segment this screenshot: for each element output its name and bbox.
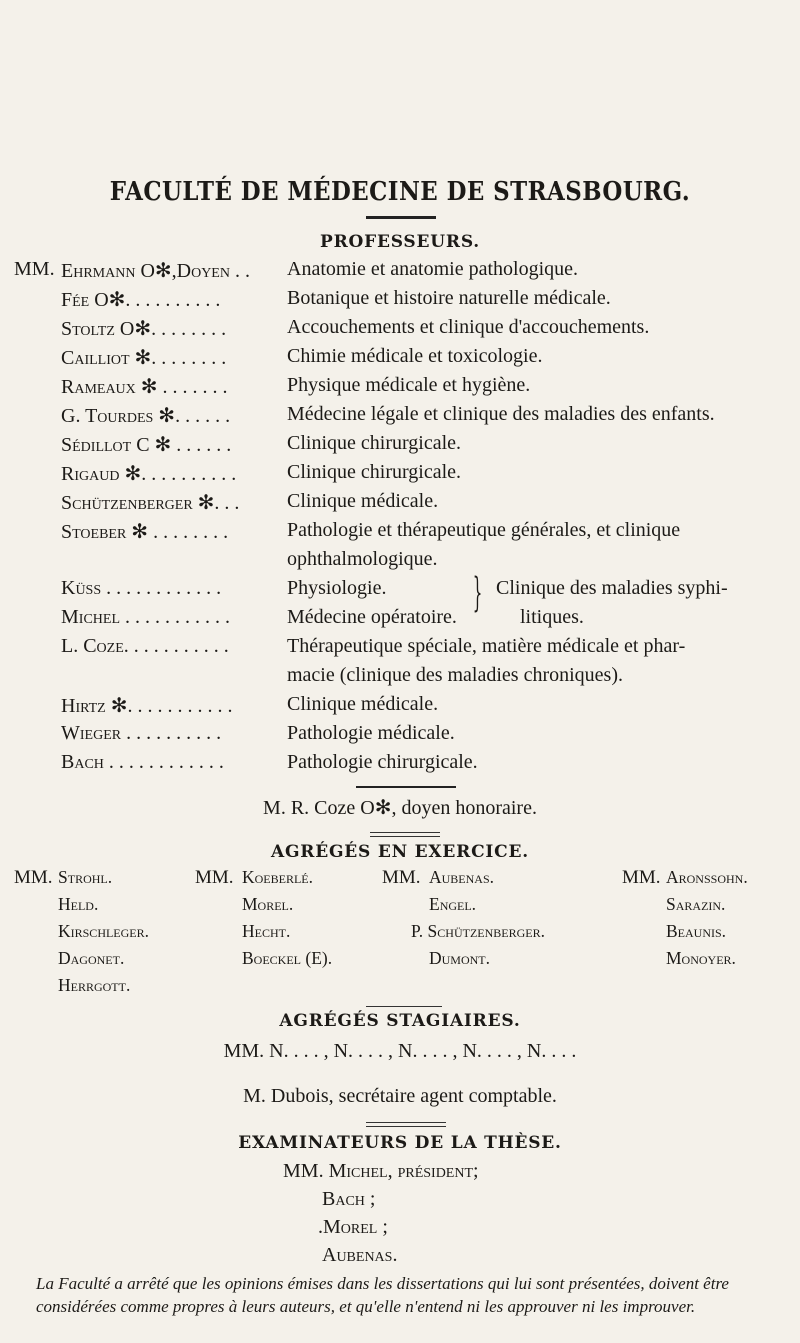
examiner-line: .Morel ; xyxy=(318,1216,388,1238)
professors-mm-label: MM. xyxy=(14,258,55,280)
examiner-line: Aubenas. xyxy=(322,1244,398,1266)
agrege-name: Beaunis. xyxy=(666,921,727,941)
professor-name: Cailliot ✻. . . . . . . . xyxy=(61,347,227,369)
agreges-mm-label: MM. xyxy=(622,867,661,888)
agrege-name: Kirschleger. xyxy=(58,921,150,941)
professor-name: Schützenberger ✻. . . xyxy=(61,492,240,514)
agrege-name: Koeberlé. xyxy=(242,867,314,887)
professor-subject: Thérapeutique spéciale, matière médicale et phar- xyxy=(287,635,686,657)
title-divider xyxy=(366,216,436,219)
agrege-name: Sarazin. xyxy=(666,894,726,914)
professor-name: Michel . . . . . . . . . . . xyxy=(61,606,230,628)
divider xyxy=(356,786,456,788)
divider xyxy=(370,832,440,833)
professor-name: Bach . . . . . . . . . . . . xyxy=(61,751,224,773)
agrege-name: Aronssohn. xyxy=(666,867,748,887)
professor-subject: Clinique chirurgicale. xyxy=(287,432,462,454)
professor-name: Stoltz O✻. . . . . . . . xyxy=(61,318,227,340)
agreges-mm-label: MM. xyxy=(195,867,234,888)
agrege-name: P. Schützenberger. xyxy=(411,921,545,941)
shared-subject-line2: litiques. xyxy=(520,606,584,628)
professor-name: Ehrmann O✻,Doyen . . xyxy=(61,260,250,282)
divider xyxy=(366,1006,442,1007)
agrege-name: Monoyer. xyxy=(666,948,736,968)
divider xyxy=(370,836,440,837)
professor-name: Rameaux ✻ . . . . . . . xyxy=(61,376,228,398)
professor-name: Rigaud ✻. . . . . . . . . . xyxy=(61,463,237,485)
professor-name: Sédillot C ✻ . . . . . . xyxy=(61,434,232,456)
agrege-name: Boeckel (E). xyxy=(242,948,333,968)
professor-subject: Anatomie et anatomie pathologique. xyxy=(287,258,579,280)
professor-subject: Chimie médicale et toxicologie. xyxy=(287,345,543,367)
stagiaires-line: MM. N. . . . , N. . . . , N. . . . , N. . . . , N. . . . xyxy=(223,1040,577,1062)
agrege-name: Aubenas. xyxy=(429,867,495,887)
professor-subject: Médecine opératoire. xyxy=(287,606,457,628)
agreges-heading: AGRÉGÉS EN EXERCICE. xyxy=(270,842,529,862)
agrege-name: Herrgott. xyxy=(58,975,131,995)
professor-subject: Pathologie chirurgicale. xyxy=(287,751,478,773)
professor-subject: Clinique chirurgicale. xyxy=(287,461,462,483)
professor-name: Wieger . . . . . . . . . . xyxy=(61,722,222,744)
professor-subject: Physiologie. xyxy=(287,577,387,599)
professor-subject: Botanique et histoire naturelle médicale. xyxy=(287,287,611,309)
agrege-name: Hecht. xyxy=(242,921,291,941)
divider xyxy=(366,1126,446,1127)
professor-name: Stoeber ✻ . . . . . . . . xyxy=(61,521,229,543)
professor-subject: Pathologie et thérapeutique générales, et clinique xyxy=(287,519,681,541)
professor-subject: Clinique médicale. xyxy=(287,490,439,512)
agreges-mm-label: MM. xyxy=(14,867,53,888)
examiners-heading: EXAMINATEURS DE LA THÈSE. xyxy=(238,1133,562,1153)
agrege-name: Held. xyxy=(58,894,99,914)
examiner-line: MM. Michel, président; xyxy=(283,1160,479,1182)
professor-subject: Clinique médicale. xyxy=(287,693,439,715)
brace-symbol: } xyxy=(472,569,483,617)
honorary-dean: M. R. Coze O✻, doyen honoraire. xyxy=(263,797,537,819)
professor-name: L. Coze. . . . . . . . . . . xyxy=(61,635,229,657)
professor-subject: Pathologie médicale. xyxy=(287,722,455,744)
secretary-line: M. Dubois, secrétaire agent comptable. xyxy=(243,1085,557,1107)
agrege-name: Strohl. xyxy=(58,867,113,887)
stagiaires-heading: AGRÉGÉS STAGIAIRES. xyxy=(279,1011,521,1031)
professor-subject: Physique médicale et hygiène. xyxy=(287,374,531,396)
shared-subject-line1: Clinique des maladies syphi- xyxy=(496,577,728,599)
professor-subject: macie (clinique des maladies chroniques). xyxy=(287,664,623,686)
professor-name: G. Tourdes ✻. . . . . . xyxy=(61,405,231,427)
agrege-name: Dagonet. xyxy=(58,948,125,968)
professor-name: Fée O✻. . . . . . . . . . xyxy=(61,289,221,311)
professor-name: Küss . . . . . . . . . . . . xyxy=(61,577,222,599)
faculty-title: FACULTÉ DE MÉDECINE DE STRASBOURG. xyxy=(109,177,691,207)
professor-subject: Médecine légale et clinique des maladies des enfants. xyxy=(287,403,715,425)
agrege-name: Morel. xyxy=(242,894,294,914)
divider xyxy=(366,1122,446,1123)
faculty-disclaimer: La Faculté a arrêté que les opinions émises dans les dissertations qui lui sont présentées, doivent être considérées comme propres à leurs auteurs, et qu'elle n'entend ni les approuver ni les improuver. xyxy=(36,1274,729,1316)
professor-subject: Accouchements et clinique d'accouchements. xyxy=(287,316,650,338)
examiner-line: Bach ; xyxy=(322,1188,376,1210)
agreges-mm-label: MM. xyxy=(382,867,421,888)
agrege-name: Engel. xyxy=(429,894,477,914)
agrege-name: Dumont. xyxy=(429,948,491,968)
professor-name: Hirtz ✻. . . . . . . . . . . xyxy=(61,695,233,717)
professors-heading: PROFESSEURS. xyxy=(319,232,481,252)
professor-subject: ophthalmologique. xyxy=(287,548,438,570)
